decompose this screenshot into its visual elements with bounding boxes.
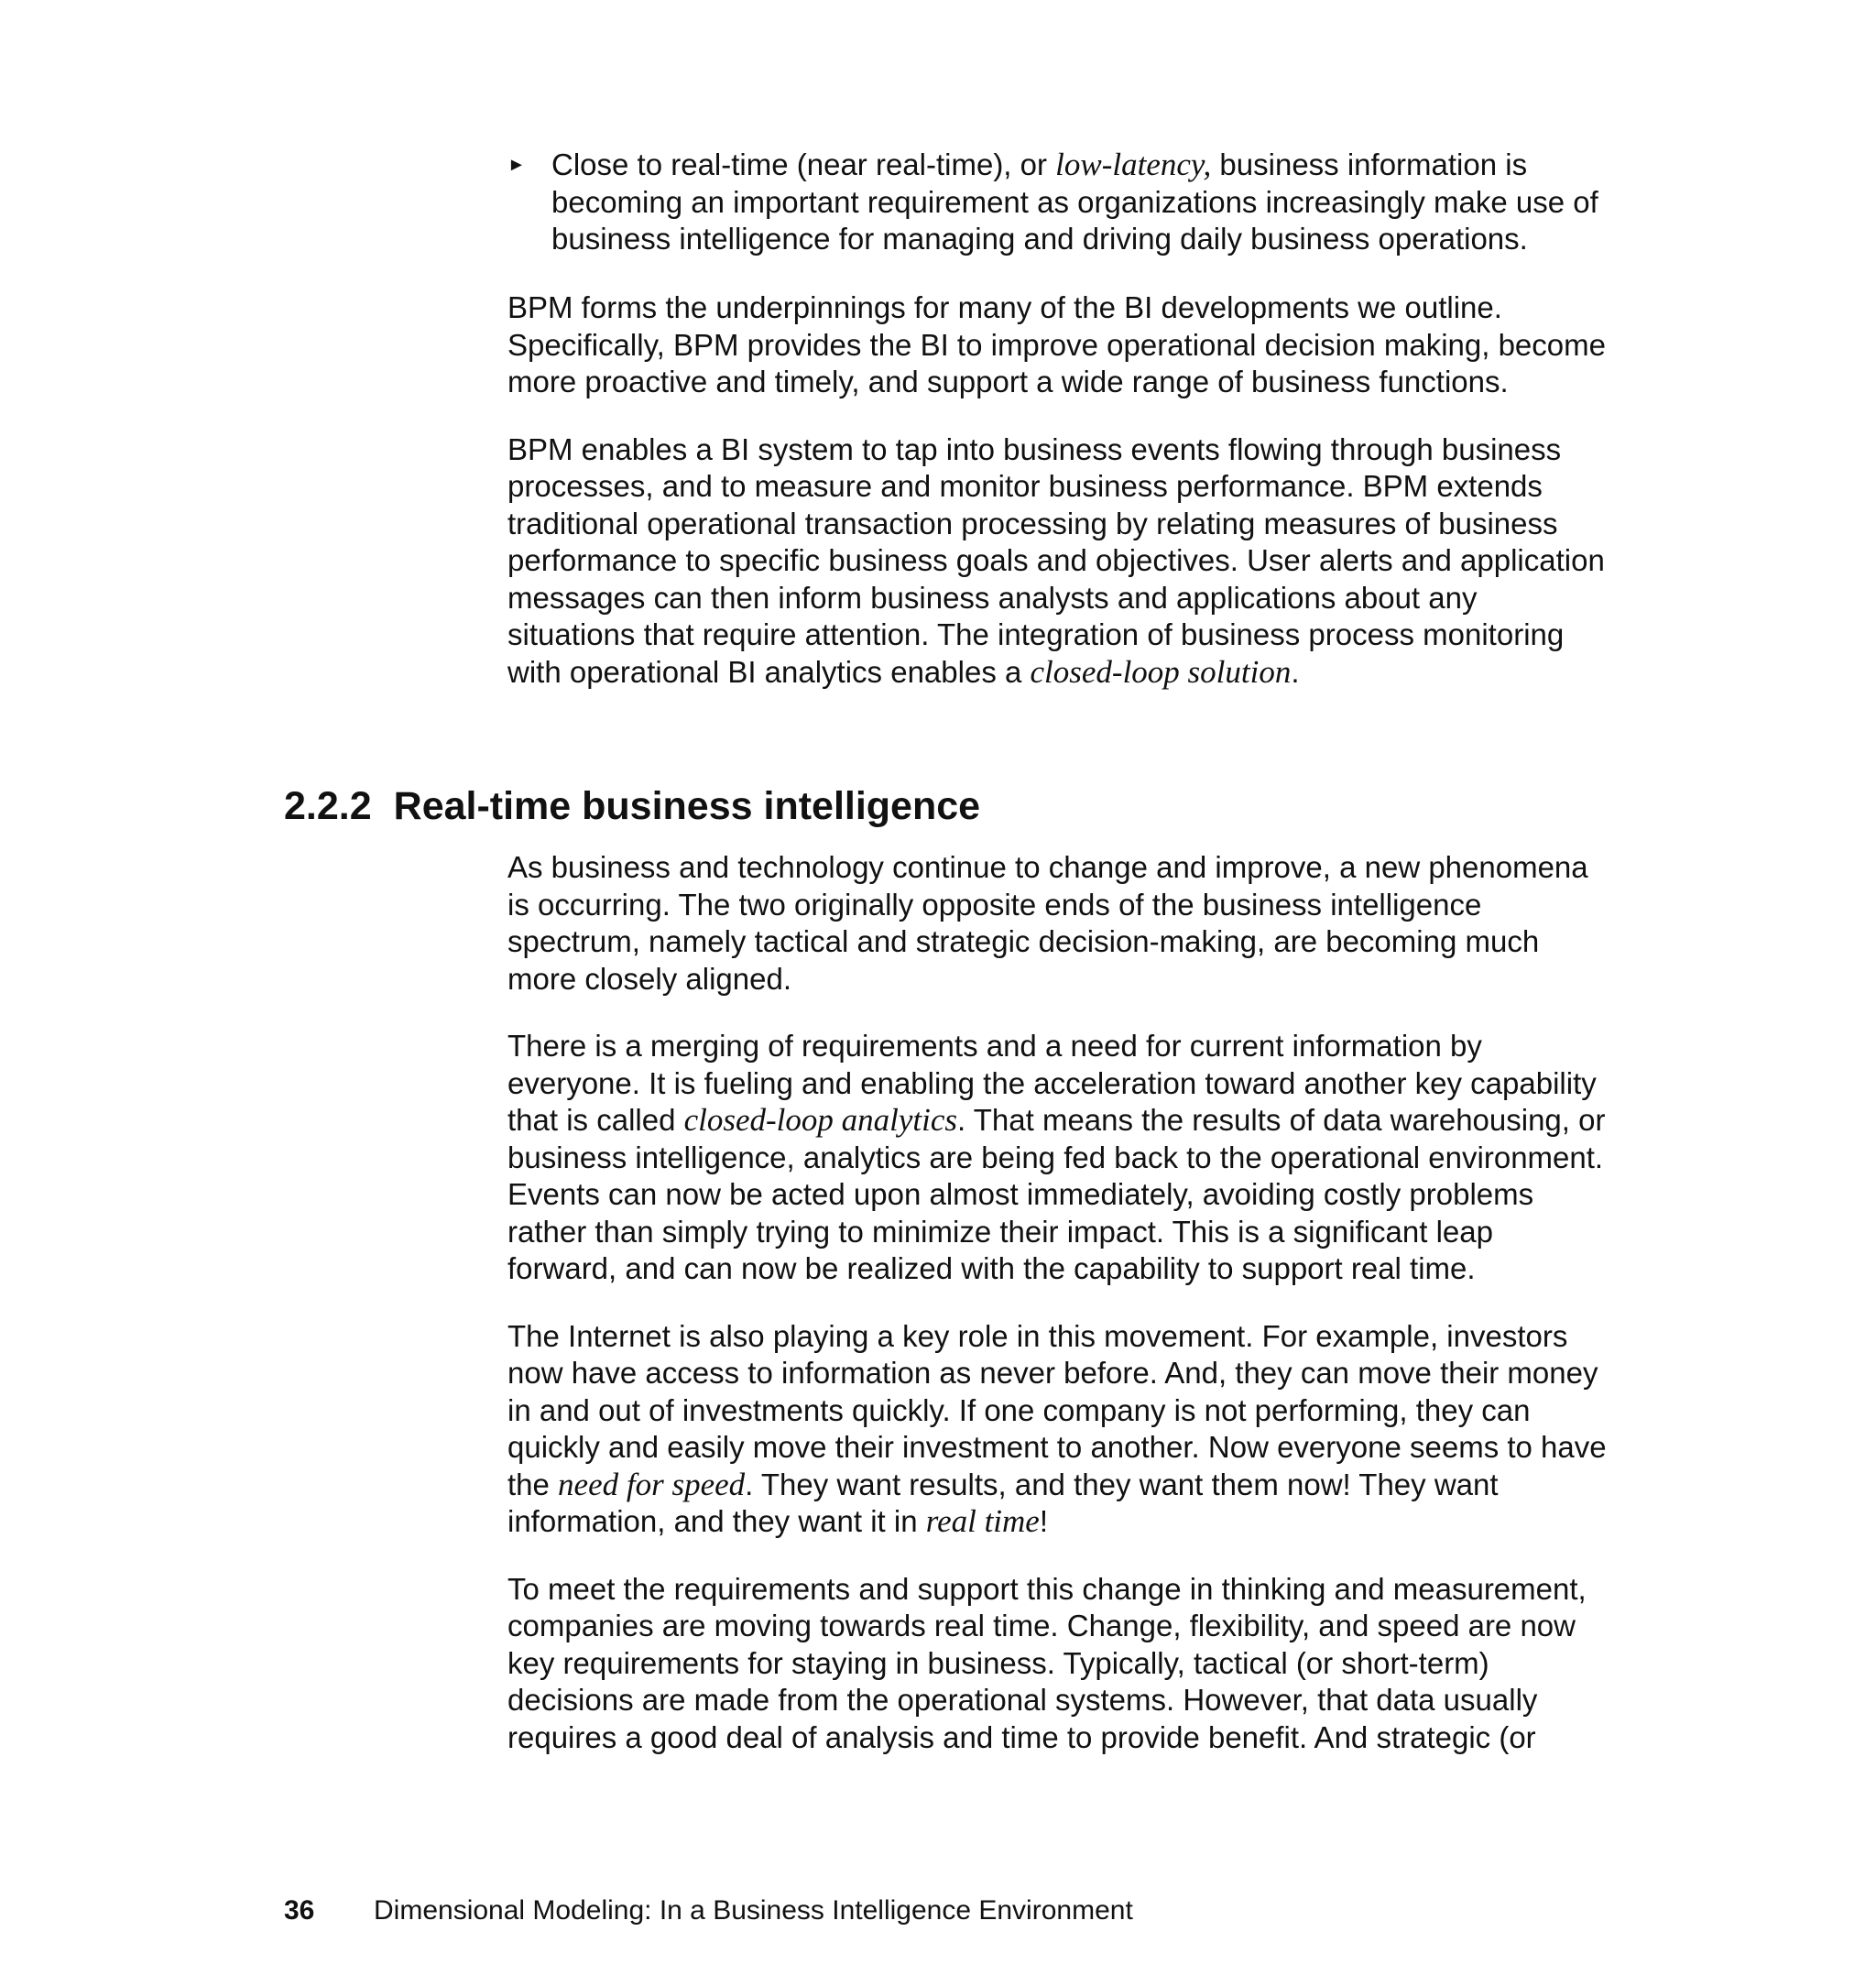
section-title: Real-time business intelligence [393,784,981,828]
paragraph-text-part: ! [1039,1504,1049,1538]
page-footer [284,1894,1133,1927]
bullet-arrow-icon: ► [507,155,526,175]
paragraph-text-part: . That means the results of data warehousing, or business intelligence, analytics are being fed back to the operational environment. Events can now be acted upon almost immediately, avoiding costly problems rather than simply trying to minimize their impact. This is a significant leap forward, and can now be realized with the capability to support real time. [507,1103,1606,1285]
paragraph-emphasis: real time [925,1503,1040,1539]
page-number: 36 [284,1895,315,1926]
section-heading [284,783,980,829]
bullet-text-part: business information is becoming an important requirement as organizations increasingly make use of business intelligence for managing and driving daily business operations. [551,147,1598,256]
paragraph-text-part: . [1291,654,1300,689]
bullet-text [551,147,1607,258]
paragraph-text-part: BPM enables a BI system to tap into business events flowing through business processes, and to measure and monitor business performance. BPM extends traditional operational transaction processing by relating measures of business performance to specific business goals and objectives. User alerts and application messages can then inform business analysts and applications about any situations that require attention. The integration of business process monitoring with operational BI analytics enables a [507,431,1605,689]
paragraph-bpm-enables [507,431,1607,692]
bullet-emphasis: low-latency, [1055,147,1212,182]
paragraph-emphasis: closed-loop analytics [683,1102,958,1138]
paragraph-merging-requirements [507,1028,1607,1288]
paragraph-text-part: The Internet is also playing a key role in this movement. For example, investors now have access to information as never before. And, they can move their money in and out of investments quickly. If one company is not performing, they can quickly and easily move their investment to another. Now everyone seems to have the [507,1318,1607,1501]
paragraph-internet-role [507,1318,1607,1541]
section-paragraphs [507,849,1607,1786]
section-number: 2.2.2 [284,784,372,828]
paragraph-meet-requirements: To meet the requirements and support this change in thinking and measurement, companies are moving towards real time. Change, flexibility, and speed are now key requirements for staying in business. Typically, tactical (or short-term) decisions are made from the operational systems. However, that data usually requires a good deal of analysis and time to provide benefit. And strategic (or [507,1571,1587,1754]
bullet-text-part: Close to real-time (near real-time), or [551,147,1056,181]
paragraph-changing-business: As business and technology continue to change and improve, a new phenomena is occurring. The two originally opposite ends of the business intelligence spectrum, namely tactical and strategic decision-making, are becoming much more closely aligned. [507,850,1588,996]
paragraph-text-part: . They want results, and they want them now! They want information, and they want it in [507,1467,1499,1538]
paragraph-emphasis: closed-loop solution [1030,653,1292,690]
paragraph-emphasis: need for speed [558,1466,746,1502]
book-title: Dimensional Modeling: In a Business Intelligence Environment [374,1895,1133,1926]
paragraph-bpm-underpinnings: BPM forms the underpinnings for many of the BI developments we outline. Specifically, BPM provides the BI to improve operational decision making, become more proactive and timely, and support a wide range of business functions. [507,290,1606,398]
intro-paragraphs [507,289,1607,721]
paragraph-text-part: There is a merging of requirements and a need for current information by everyone. It is fueling and enabling the acceleration toward another key capability that is called [507,1029,1597,1137]
